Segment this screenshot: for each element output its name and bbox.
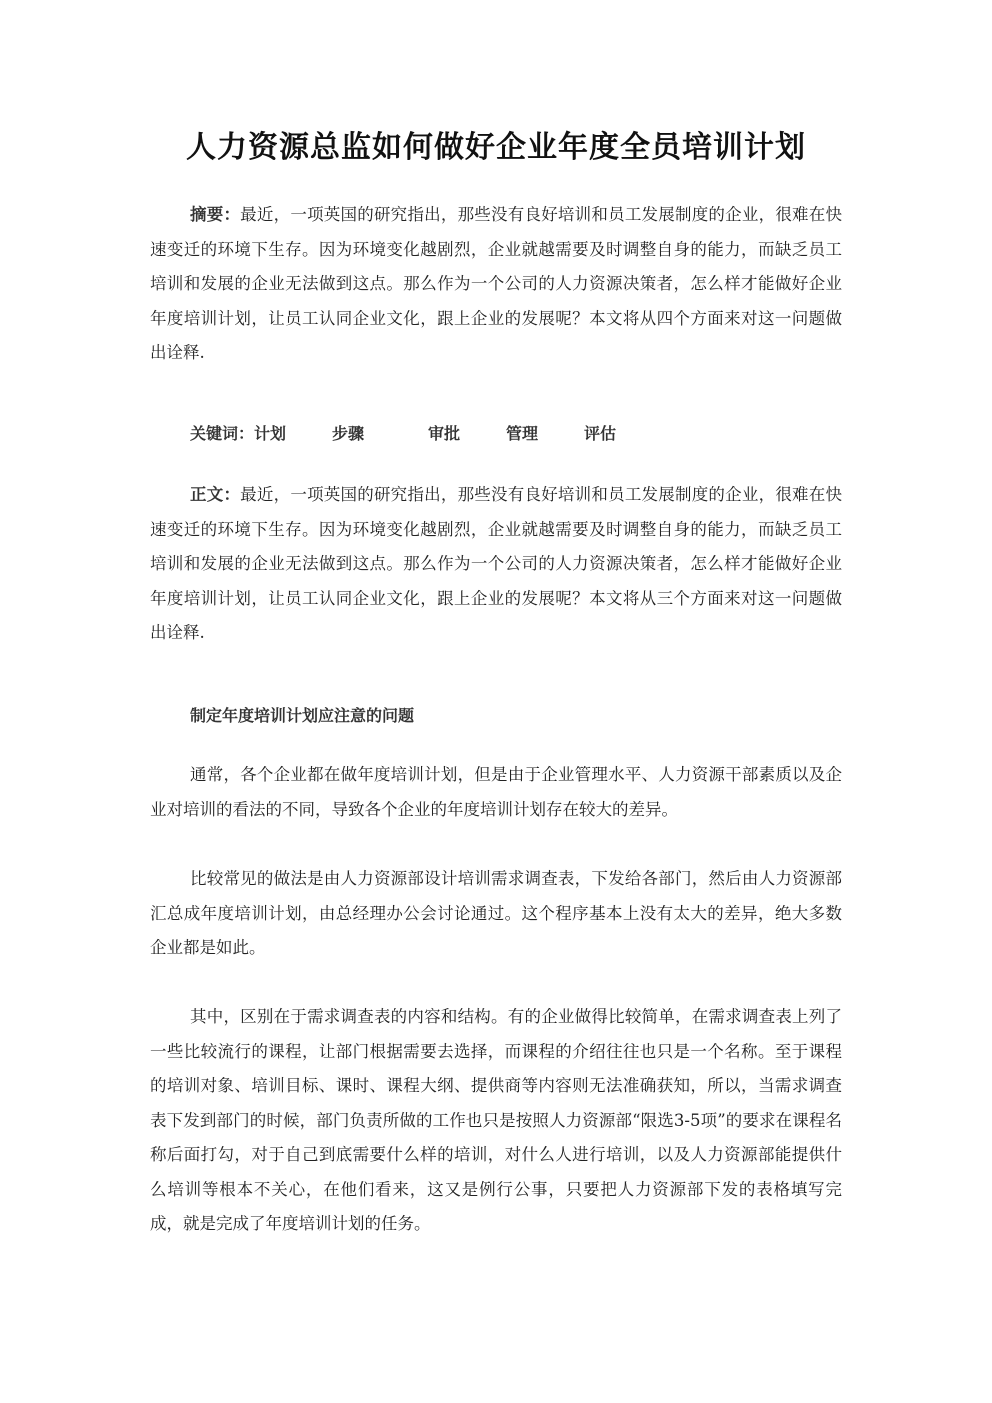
body-paragraph: 通常，各个企业都在做年度培训计划，但是由于企业管理水平、人力资源干部素质以及企业对培训的看法的不同，导致各个企业的年度培训计划存在较大的差异。 [150, 765, 842, 819]
abstract-label: 摘要： [190, 205, 241, 224]
keywords-line [190, 418, 616, 450]
body-intro-label: 正文： [190, 485, 241, 504]
abstract-paragraph [150, 198, 842, 371]
keywords-label: 关键词： [190, 424, 255, 443]
keyword-item: 评估 [584, 424, 617, 443]
section-heading: 制定年度培训计划应注意的问题 [190, 706, 415, 725]
body-paragraph: 比较常见的做法是由人力资源部设计培训需求调查表，下发给各部门，然后由人力资源部汇总成年度培训计划，由总经理办公会讨论通过。这个程序基本上没有太大的差异，绝大多数企业都是如此。 [150, 869, 842, 957]
body-intro-text: 最近，一项英国的研究指出，那些没有良好培训和员工发展制度的企业，很难在快速变迁的环境下生存。因为环境变化越剧烈，企业就越需要及时调整自身的能力，而缺乏员工培训和发展的企业无法做到这点。那么作为一个公司的人力资源决策者，怎么样才能做好企业年度培训计划，让员工认同企业文化，跟上企业的发展呢？本文将从三个方面来对这一问题做出诠释. [150, 485, 843, 642]
document-title: 人力资源总监如何做好企业年度全员培训计划 [186, 130, 806, 165]
keyword-item: 步骤 [332, 424, 365, 443]
body-intro-paragraph [150, 478, 842, 651]
keyword-item: 管理 [506, 424, 539, 443]
keyword-item: 审批 [428, 424, 461, 443]
abstract-text: 最近，一项英国的研究指出，那些没有良好培训和员工发展制度的企业，很难在快速变迁的环境下生存。因为环境变化越剧烈，企业就越需要及时调整自身的能力，而缺乏员工培训和发展的企业无法做到这点。那么作为一个公司的人力资源决策者，怎么样才能做好企业年度培训计划，让员工认同企业文化，跟上企业的发展呢？本文将从四个方面来对这一问题做出诠释. [150, 205, 843, 362]
keyword-item: 计划 [254, 424, 287, 443]
body-paragraph: 其中，区别在于需求调查表的内容和结构。有的企业做得比较简单，在需求调查表上列了一些比较流行的课程，让部门根据需要去选择，而课程的介绍往往也只是一个名称。至于课程的培训对象、培训目标、课时、课程大纲、提供商等内容则无法准确获知，所以，当需求调查表下发到部门的时候，部门负责所做的工作也只是按照人力资源部“限选3-5项”的要求在课程名称后面打勾，对于自己到底需要什么样的培训，对什么人进行培训，以及人力资源部能提供什么培训等根本不关心，在他们看来，这又是例行公事，只要把人力资源部下发的表格填写完成，就是完成了年度培训计划的任务。 [150, 1007, 842, 1233]
